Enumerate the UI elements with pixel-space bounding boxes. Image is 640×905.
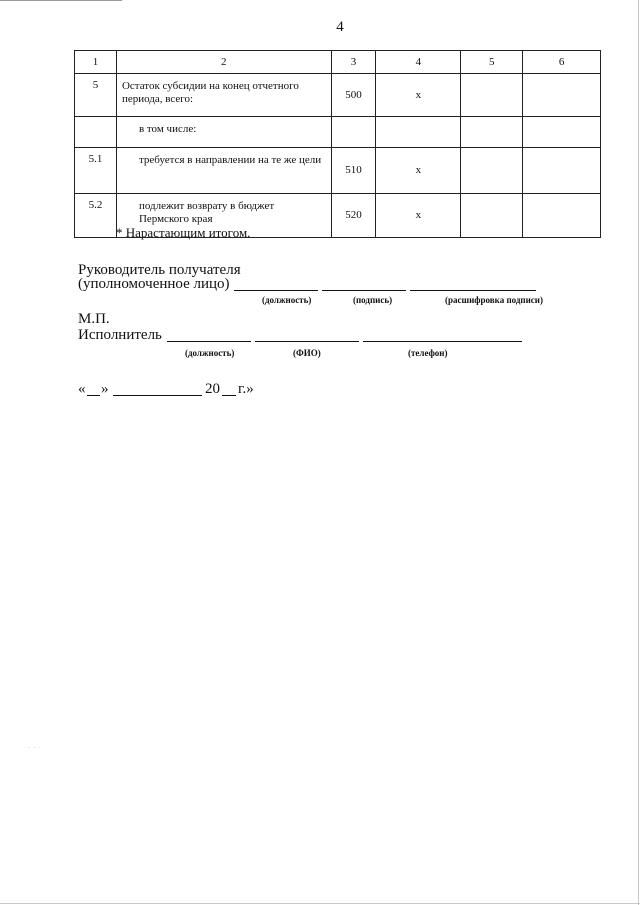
signature-line <box>322 290 406 291</box>
column-header: 6 <box>523 51 601 74</box>
row-number: 5 <box>75 74 117 117</box>
date-month-line <box>113 395 202 396</box>
row-mark: х <box>376 74 461 117</box>
row-code <box>331 117 376 148</box>
head-title-line2: (уполномоченное лицо) <box>78 276 230 292</box>
row-code: 510 <box>331 148 376 194</box>
row-number: 5.1 <box>75 148 117 194</box>
table-header-row <box>75 51 601 74</box>
table-row <box>75 117 601 148</box>
row-code: 500 <box>331 74 376 117</box>
row-mark: х <box>376 194 461 238</box>
date-open-quote: « <box>78 381 86 397</box>
row-number: 5.2 <box>75 194 117 238</box>
row-description: подлежит возврату в бюджет Пермского края <box>116 194 331 238</box>
scan-artifact-line <box>0 0 122 1</box>
page-number: 4 <box>336 19 344 35</box>
column-header: 1 <box>75 51 117 74</box>
caption-signature: (подпись) <box>353 295 393 305</box>
row-mark: х <box>376 148 461 194</box>
caption-signature-decoding: (расшифровка подписи) <box>445 295 543 305</box>
executor-label: Исполнитель <box>78 327 162 343</box>
row-value-col5 <box>461 148 523 194</box>
row-code: 520 <box>331 194 376 238</box>
stamp-label: М.П. <box>78 311 110 327</box>
date-year-prefix: 20 <box>205 381 220 397</box>
executor-phone-line <box>363 341 522 342</box>
row-value-col5 <box>461 74 523 117</box>
scan-edge-right <box>638 0 639 905</box>
column-header: 3 <box>331 51 376 74</box>
row-value-col6 <box>523 74 601 117</box>
caption-executor-position: (должность) <box>185 348 235 358</box>
table-row <box>75 74 601 117</box>
date-day-line <box>87 395 100 396</box>
caption-executor-name: (ФИО) <box>293 348 321 358</box>
position-signature-line <box>234 290 318 291</box>
scan-edge-bottom <box>0 903 640 904</box>
column-header: 5 <box>461 51 523 74</box>
row-value-col6 <box>523 117 601 148</box>
date-close-quote: » <box>101 381 109 397</box>
head-title-line1: Руководитель получателя <box>78 262 241 278</box>
caption-position: (должность) <box>262 295 312 305</box>
row-number <box>75 117 117 148</box>
row-description: Остаток субсидии на конец отчетного периода, всего: <box>116 74 331 117</box>
scan-artifact-dots: . . . <box>28 742 42 750</box>
row-mark <box>376 117 461 148</box>
row-value-col6 <box>523 148 601 194</box>
executor-position-line <box>167 341 251 342</box>
row-value-col6 <box>523 194 601 238</box>
footnote: * Нарастающим итогом. <box>116 225 251 240</box>
column-header: 2 <box>116 51 331 74</box>
date-year-line <box>222 395 236 396</box>
executor-name-line <box>255 341 359 342</box>
signature-decoding-line <box>410 290 536 291</box>
row-value-col5 <box>461 117 523 148</box>
row-description: требуется в направлении на те же цели <box>116 148 331 194</box>
row-value-col5 <box>461 194 523 238</box>
report-table <box>74 50 601 238</box>
row-description: в том числе: <box>116 117 331 148</box>
caption-executor-phone: (телефон) <box>408 348 448 358</box>
date-year-suffix: г.» <box>238 381 254 397</box>
column-header: 4 <box>376 51 461 74</box>
table-row <box>75 148 601 194</box>
